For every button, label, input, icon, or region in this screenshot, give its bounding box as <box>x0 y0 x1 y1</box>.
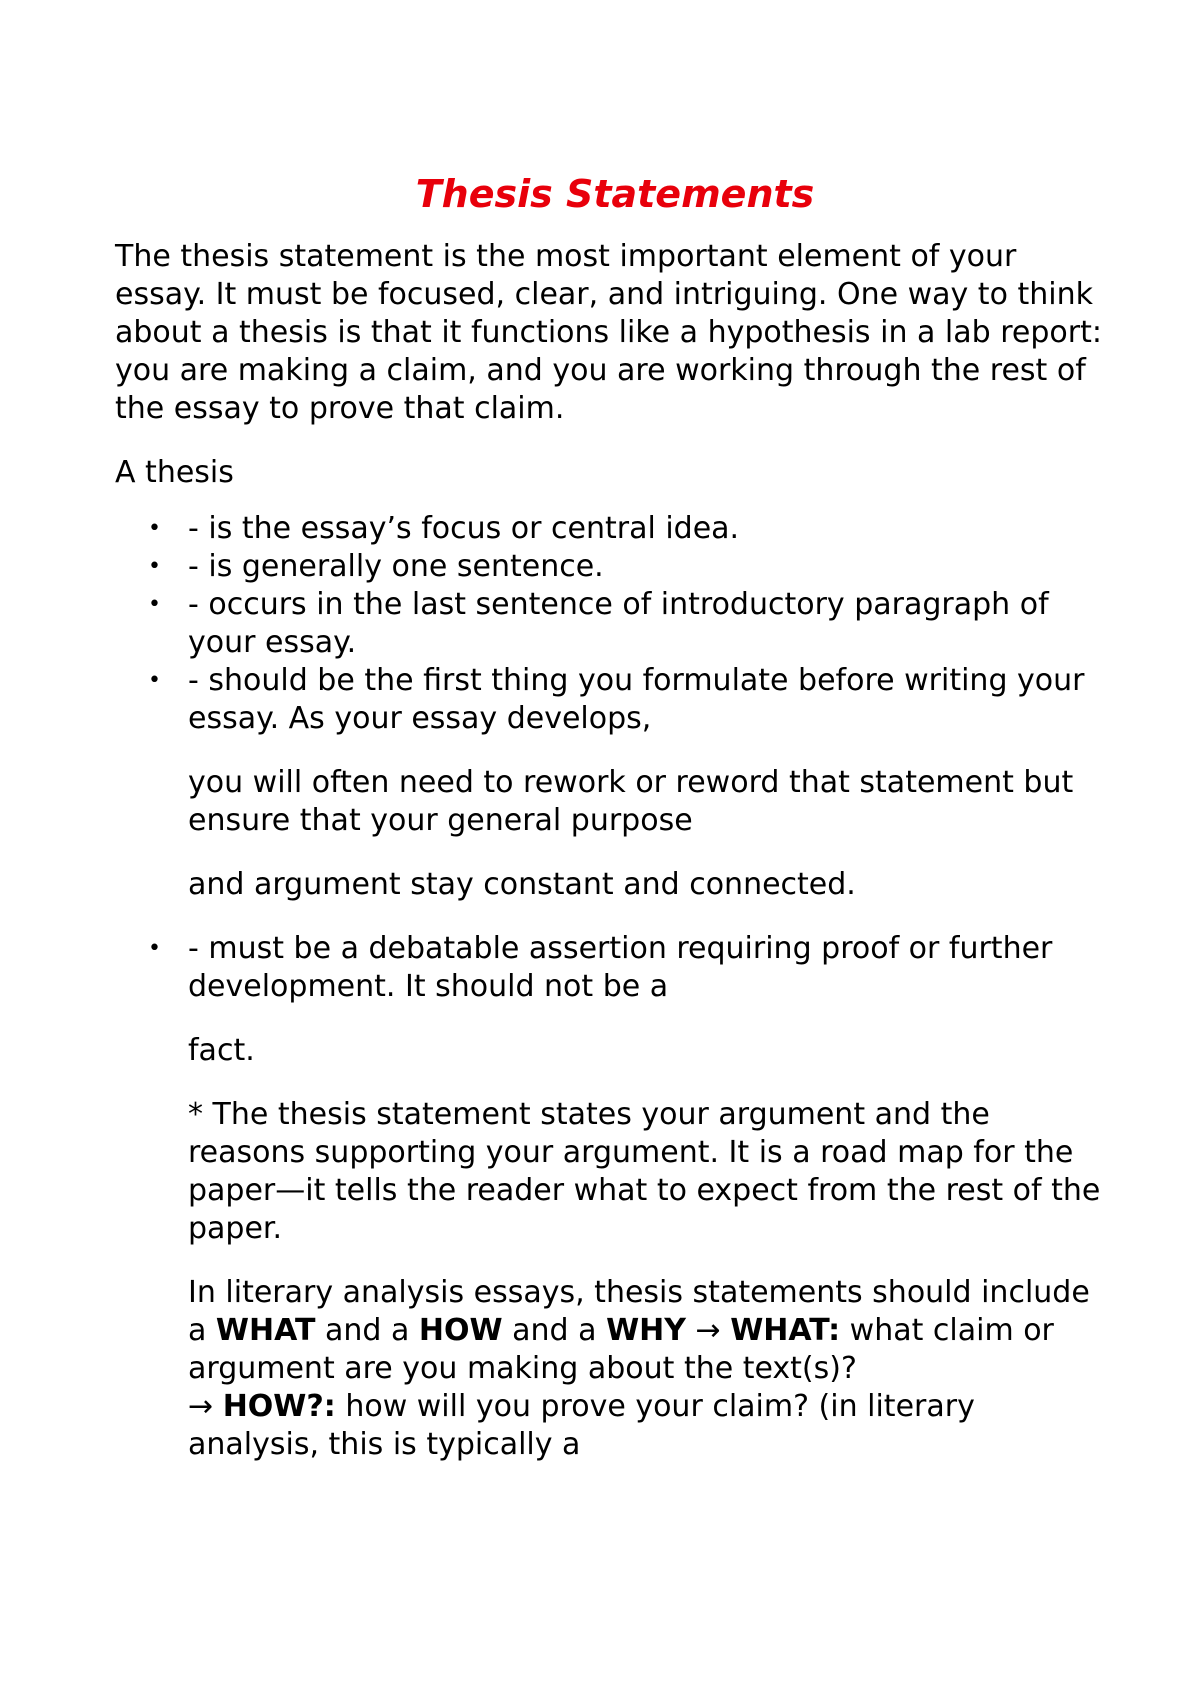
intro-paragraph: The thesis statement is the most important element of your essay. It must be focused, clear, and intriguing. One way to think about a thesis is that it functions like a hypothesis in a lab report: you are making a claim, and you are working through the rest of the essay to prove that claim. <box>115 239 1102 426</box>
literary-text: and a <box>315 1313 419 1348</box>
literary-text: and a <box>502 1313 607 1348</box>
list-item-text: - is the essay’s focus or central idea. <box>188 511 740 546</box>
literary-analysis-paragraph <box>188 1274 1115 1464</box>
roadmap-note: * The thesis statement states your argument and the reasons supporting your argument. It is a road map for the paper—it tells the reader what to expect from the rest of the paper. <box>188 1097 1101 1246</box>
keyword-why: WHY <box>606 1313 686 1348</box>
bullet-icon: • <box>148 936 161 961</box>
list-item <box>148 510 1115 548</box>
list-item <box>148 586 1115 662</box>
arrow-icon: → <box>188 1389 223 1424</box>
list-item-continuation: and argument stay constant and connected. <box>188 867 856 902</box>
list-item <box>148 662 1115 904</box>
literary-text: In literary analysis essays, thesis statements should include a <box>188 1275 1090 1348</box>
bullet-icon: • <box>148 554 161 579</box>
thesis-bullet-list <box>115 510 1115 1464</box>
thesis-lead: A thesis <box>115 455 234 490</box>
bullet-icon: • <box>148 592 161 617</box>
list-item-continuation: fact. <box>188 1033 255 1068</box>
page-title: Thesis Statements <box>415 172 815 216</box>
bullet-icon: • <box>148 668 161 693</box>
what-description: what claim or argument are you making about the text(s)? <box>188 1313 1054 1386</box>
bullet-icon: • <box>148 516 161 541</box>
list-item <box>148 548 1115 586</box>
how-description: how will you prove your claim? (in literary analysis, this is typically a <box>188 1389 975 1462</box>
arrow-icon: → <box>685 1313 731 1348</box>
list-item-continuation: you will often need to rework or reword that statement but ensure that your general purpose <box>188 765 1074 838</box>
how-label: HOW?: <box>222 1389 336 1424</box>
keyword-what: WHAT <box>215 1313 316 1348</box>
list-item-text: - should be the first thing you formulate before writing your essay. As your essay develops, <box>188 663 1085 736</box>
list-item <box>148 930 1115 1464</box>
what-label: WHAT: <box>730 1313 841 1348</box>
list-item-text: - occurs in the last sentence of introductory paragraph of your essay. <box>188 587 1049 660</box>
keyword-how: HOW <box>418 1313 503 1348</box>
document-page <box>115 150 1115 1464</box>
list-item-text: - is generally one sentence. <box>188 549 604 584</box>
list-item-text: - must be a debatable assertion requiring proof or further development. It should not be a <box>188 931 1053 1004</box>
